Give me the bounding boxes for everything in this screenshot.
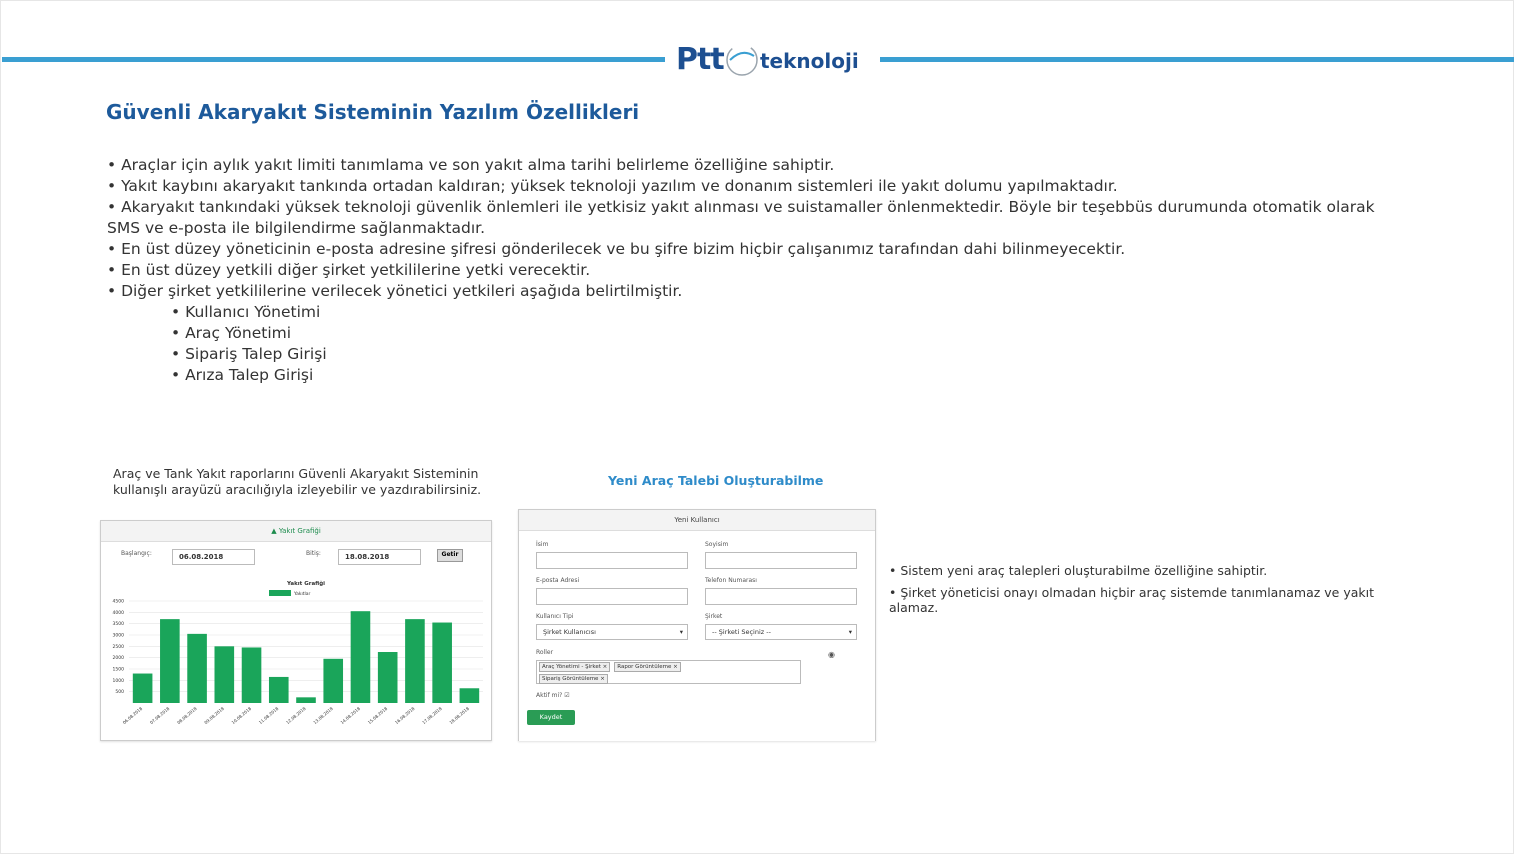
start-date-input[interactable]: 06.08.2018: [172, 549, 255, 565]
x-tick-label: 12.08.2018: [285, 705, 307, 726]
feature-item: • Diğer şirket yetkililerine verilecek yönetici yetkileri aşağıda belirtilmiştir.: [107, 282, 683, 300]
header-line-left: [2, 57, 665, 62]
email-input[interactable]: [536, 588, 688, 605]
x-tick-label: 15.08.2018: [366, 705, 389, 726]
x-tick-label: 14.08.2018: [339, 705, 362, 726]
x-tick-label: 16.08.2018: [393, 705, 416, 726]
phone-input[interactable]: [705, 588, 857, 605]
feature-item: • Araçlar için aylık yakıt limiti tanımlama ve son yakıt alma tarihi belirleme özelliğine sahiptir.: [107, 156, 835, 174]
legend-swatch: [269, 590, 291, 596]
permission-item: • Sipariş Talep Girişi: [171, 345, 327, 363]
permission-item: • Araç Yönetimi: [171, 324, 292, 342]
feature-list: [107, 155, 1407, 386]
x-tick-label: 17.08.2018: [421, 705, 443, 726]
report-caption: Araç ve Tank Yakıt raporlarını Güvenli Akaryakıt Sisteminin kullanışlı arayüzü aracılığıyla izleyebilir ve yazdırabilirsiniz.: [113, 466, 482, 497]
y-tick-label: 3500: [112, 622, 124, 628]
x-tick-label: 18.08.2018: [448, 705, 471, 726]
chart-bar: [323, 659, 343, 703]
user-type-select[interactable]: Şirket Kullanıcısı ▾: [536, 624, 688, 640]
phone-label: Telefon Numarası: [705, 577, 757, 584]
chart-bar: [296, 697, 316, 703]
email-label: E-posta Adresi: [536, 577, 580, 584]
chart-title: Yakıt Grafiği: [286, 581, 326, 587]
feature-item: • Akaryakıt tankındaki yüksek teknoloji güvenlik önlemleri ile yetkisiz yakıt alınması ve suistamaller önlenmektedir. Böyle bir teşebbüs durumunda otomatik olarak SMS ve e-posta ile bilgilendirme sağlanmaktadır.: [107, 198, 1375, 237]
chart-bar: [378, 652, 398, 703]
fuel-bar-chart: [101, 573, 489, 739]
ptt-teknoloji-logo: Ptt teknoloji: [668, 38, 878, 82]
start-date-label: Başlangıç:: [121, 550, 152, 557]
note-item: • Şirket yöneticisi onayı olmadan hiçbir araç sistemde tanımlanamaz ve yakıt alamaz.: [889, 585, 1375, 615]
role-tag[interactable]: Rapor Görüntüleme ×: [614, 662, 680, 672]
chart-bar: [405, 619, 425, 703]
y-tick-label: 1500: [112, 667, 124, 673]
x-tick-label: 08.08.2018: [176, 705, 198, 726]
x-tick-label: 09.08.2018: [203, 705, 225, 726]
name-label: İsim: [536, 541, 549, 548]
chart-bar: [269, 677, 289, 703]
chart-bar: [460, 688, 480, 703]
y-tick-label: 2500: [112, 644, 124, 650]
feature-item: • Yakıt kaybını akaryakıt tankında ortadan kaldıran; yüksek teknoloji yazılım ve donanım sistemleri ile yakıt dolumu yapılmaktadır.: [107, 177, 1118, 195]
feature-item: • En üst düzey yöneticinin e-posta adresine şifresi gönderilecek ve bu şifre bizim hiçbir çalışanımız tarafından dahi bilinmeyecektir.: [107, 240, 1126, 258]
role-tag[interactable]: Sipariş Görüntüleme ×: [539, 674, 608, 684]
form-panel-header: Yeni Kullanıcı: [519, 510, 875, 531]
active-checkbox[interactable]: Aktif mi? ☑: [536, 692, 570, 699]
chart-bar: [215, 646, 235, 703]
save-button[interactable]: Kaydet: [527, 710, 575, 725]
logo-swirl-icon: [722, 40, 762, 80]
legend-label: Yakıtlar: [294, 592, 311, 597]
fuel-chart-panel: [100, 520, 492, 741]
end-date-input[interactable]: 18.08.2018: [338, 549, 421, 565]
y-tick-label: 1000: [112, 678, 124, 684]
page-title: Güvenli Akaryakıt Sisteminin Yazılım Özellikleri: [106, 100, 640, 124]
x-tick-label: 11.08.2018: [257, 705, 280, 726]
permission-item: • Arıza Talep Girişi: [171, 366, 314, 384]
x-tick-label: 10.08.2018: [230, 705, 253, 726]
new-vehicle-caption: Yeni Araç Talebi Oluşturabilme: [608, 473, 824, 488]
fetch-button[interactable]: Getir: [437, 549, 463, 562]
surname-input[interactable]: [705, 552, 857, 569]
chart-bar: [351, 611, 371, 703]
right-notes: [889, 563, 1389, 622]
permission-item: • Kullanıcı Yönetimi: [171, 303, 321, 321]
chevron-down-icon: ▾: [848, 628, 852, 636]
chart-bar: [242, 647, 262, 703]
chart-icon: ▲: [271, 527, 277, 535]
role-tag[interactable]: Araç Yönetimi - Şirket ×: [539, 662, 610, 672]
roles-label: Roller: [536, 649, 554, 656]
company-select[interactable]: -- Şirketi Seçiniz -- ▾: [705, 624, 857, 640]
chart-bar: [160, 619, 180, 703]
chevron-down-icon: ▾: [679, 628, 683, 636]
chart-bar: [187, 634, 207, 703]
end-date-label: Bitiş:: [306, 550, 321, 557]
y-tick-label: 2000: [112, 656, 124, 662]
roles-multiselect[interactable]: [536, 660, 801, 684]
eye-icon[interactable]: ◉: [828, 650, 835, 659]
company-label: Şirket: [705, 613, 723, 620]
y-tick-label: 3000: [112, 633, 124, 639]
surname-label: Soyisim: [705, 541, 729, 548]
x-tick-label: 13.08.2018: [312, 705, 334, 726]
chart-bar: [432, 623, 452, 703]
new-user-panel: [518, 509, 876, 741]
chart-bar: [133, 674, 153, 703]
y-tick-label: 4500: [112, 599, 124, 605]
x-tick-label: 06.08.2018: [121, 705, 144, 726]
y-tick-label: 4000: [112, 610, 124, 616]
name-input[interactable]: [536, 552, 688, 569]
header-line-right: [880, 57, 1514, 62]
y-tick-label: 500: [115, 690, 124, 696]
user-type-label: Kullanıcı Tipi: [536, 613, 574, 620]
feature-item: • En üst düzey yetkili diğer şirket yetkililerine yetki verecektir.: [107, 261, 591, 279]
chart-panel-header: ▲ Yakıt Grafiği: [101, 521, 491, 542]
x-tick-label: 07.08.2018: [148, 705, 171, 726]
note-item: • Sistem yeni araç talepleri oluşturabilme özelliğine sahiptir.: [889, 563, 1268, 578]
